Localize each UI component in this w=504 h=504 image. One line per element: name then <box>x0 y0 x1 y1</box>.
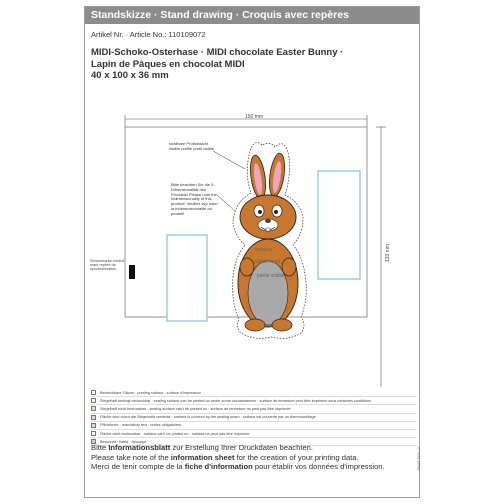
height-dimension: 133 mm <box>385 243 391 262</box>
legend-text: Beschnitt · bleed · découpe <box>100 439 147 444</box>
legend-text: Siegelhaft nicht bedruckbar · sealing surface can't be printed on · surface de fermeture ne peut pas être imprimée <box>100 406 291 411</box>
legend-row <box>91 397 417 405</box>
legend-swatch <box>91 423 96 428</box>
legend-row <box>91 430 417 438</box>
header-bar: Standskizze · Stand drawing · Croquis avec repères <box>85 7 419 24</box>
footer-text: Bitte <box>91 443 109 452</box>
drawing-canvas <box>85 107 421 387</box>
info-sheet-link-fr: fiche d'information <box>184 462 253 471</box>
legend <box>91 389 417 446</box>
product-title-line-1: MIDI-Schoko-Osterhase · MIDI chocolate Easter Bunny · <box>91 47 344 58</box>
bunny-foot-right <box>272 319 292 331</box>
control-mark-label: Steuermarke control mark repère de synchronisation <box>90 259 125 272</box>
stand-drawing-sheet <box>84 6 420 498</box>
legend-swatch <box>91 406 96 411</box>
info-sheet-link-en: information sheet <box>170 452 235 462</box>
dimensionality-note: Bitte beachten Sie die 3-Dimensionalität des Produkts! Please note the tridimensionality of this product! Veuillez svp noter la tridimensionnalité du produit! <box>171 182 218 216</box>
legend-text: Bedruckbare Fläche · printing surface · surface d'impression <box>100 390 202 395</box>
bunny-foot-left <box>245 319 265 331</box>
version-label: Stand 2020-12 <box>417 447 421 470</box>
control-mark-block <box>129 265 135 279</box>
footer-text: pour établir vos données d'impression. <box>252 462 385 471</box>
legend-text: Pflichttexte · mandatory text · textes obligatoires <box>100 423 182 428</box>
footer-text: for the creation of your printing data. <box>234 452 359 462</box>
footer-text: Please take note of the <box>91 452 171 462</box>
legend-text: Fläche nicht bedruckbar · surface can't be printed on · surface ne peut pas être imprimée <box>100 431 250 436</box>
info-box-left <box>167 235 207 321</box>
footer-line-fr <box>91 462 385 472</box>
legend-text: Fläche wird durch die Siegelnaht verdeckt · surface is covered by the sealing seam · surface est couverte par un thermoscellage <box>100 415 316 420</box>
profile-note: sichtbare Profilansicht visible profile profil visible <box>169 141 215 151</box>
bunny-label-2: visible front <box>255 259 281 265</box>
footer-text: Merci de tenir compte de la <box>91 462 185 471</box>
legend-swatch <box>91 390 96 395</box>
footer-line-de <box>91 443 385 453</box>
product-title <box>91 47 343 82</box>
product-title-line-3: 40 x 100 x 36 mm <box>91 70 169 81</box>
technical-drawing <box>85 107 421 387</box>
legend-swatch <box>91 415 96 420</box>
bunny-nose <box>265 219 271 223</box>
bunny-head <box>240 195 296 239</box>
legend-row <box>91 422 417 430</box>
legend-row <box>91 389 417 397</box>
footer-info <box>91 443 385 472</box>
legend-text: Siegelhaft bedingt bedruckbar · sealing surface can be printed on under some circumstances · surface de fermeture peut être imprimée sous certaines conditions <box>100 398 371 403</box>
legend-swatch <box>91 398 96 403</box>
bunny-belly <box>248 261 288 325</box>
width-dimension: 150 mm <box>245 114 264 120</box>
legend-row <box>91 414 417 422</box>
info-box-right <box>318 171 360 279</box>
bunny-label-3: partie visible <box>257 273 285 279</box>
legend-row <box>91 405 417 413</box>
legend-swatch <box>91 431 96 436</box>
info-sheet-link-de: Informationsblatt <box>108 443 171 452</box>
product-title-line-2: Lapin de Pâques en chocolat MIDI <box>91 58 245 70</box>
bunny-arm-left <box>240 258 254 276</box>
footer-line-en <box>91 453 385 463</box>
bunny-label-1: sichtbar <box>255 247 273 253</box>
article-number: Artikel Nr. · Article No.: 110109072 <box>91 30 206 39</box>
footer-text: zur Erstellung Ihrer Druckdaten beachten. <box>170 443 313 452</box>
